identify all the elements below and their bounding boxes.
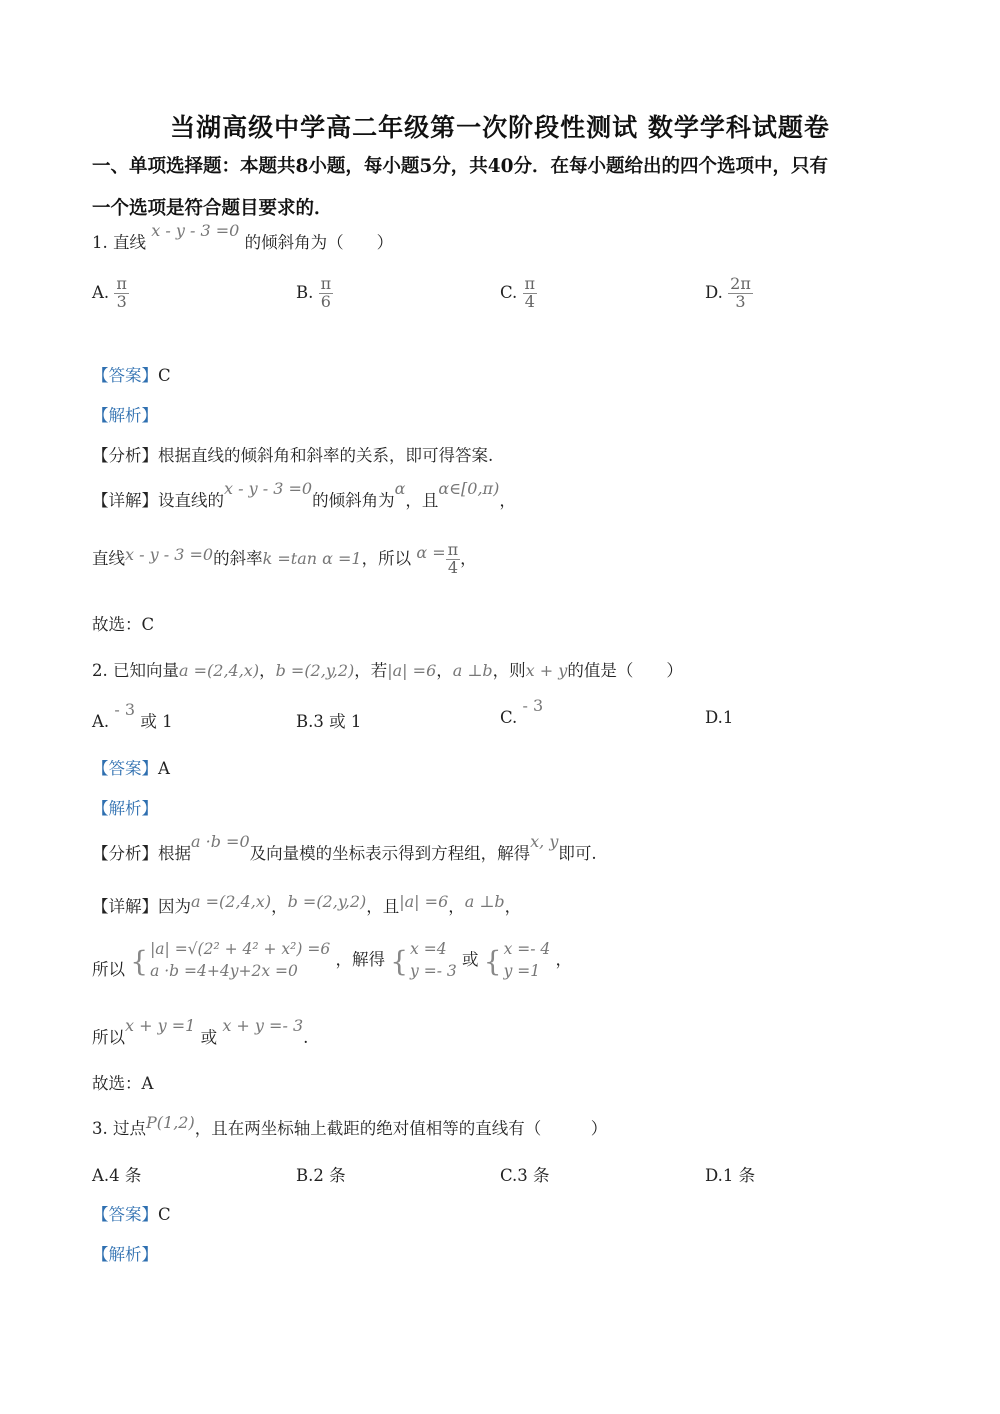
q2-option-c bbox=[500, 696, 544, 727]
q1-detail-text-3: ，且 bbox=[405, 491, 439, 510]
q1-option-c bbox=[500, 276, 537, 311]
q1-slope-alpha: α = bbox=[416, 542, 446, 562]
q1-option-a-letter: A. bbox=[92, 282, 110, 302]
q2-option-a-tail: 或 1 bbox=[140, 712, 173, 731]
q1-option-b-letter: B. bbox=[296, 282, 314, 302]
q2-option-c-value: - 3 bbox=[522, 696, 544, 715]
q2-text-4: 的值是（ ） bbox=[567, 661, 683, 680]
q1-option-b bbox=[296, 276, 333, 311]
q1-option-b-fraction: $\frac{\pi}{6}$ bbox=[320, 274, 332, 311]
q3-option-d bbox=[705, 1162, 755, 1186]
q1-slope-text-4: ， bbox=[460, 548, 477, 568]
q2-solution-1: { x =4 y =- 3 bbox=[390, 938, 457, 986]
q2-fenxi-text-2: 及向量模的坐标表示得到方程组，解得 bbox=[249, 844, 531, 863]
q1-answer bbox=[92, 362, 171, 386]
q1-slope-line bbox=[92, 542, 477, 577]
q3-option-a-letter: A. bbox=[92, 1166, 110, 1185]
q3-option-c bbox=[500, 1162, 550, 1186]
q2-result-label: 所以 bbox=[92, 1028, 125, 1047]
q2-solution-1-row-1: x =4 bbox=[410, 940, 447, 958]
q3-option-d-letter: D. bbox=[705, 1166, 723, 1185]
q2-solution-1-row-2: y =- 3 bbox=[410, 962, 457, 981]
guxuan-label: 故选： bbox=[92, 1074, 142, 1093]
q2-solution-end: ， bbox=[555, 949, 573, 969]
q2-answer-value: A bbox=[158, 759, 170, 778]
q2-option-b-letter: B. bbox=[296, 712, 314, 731]
q3-suffix: ，且在两坐标轴上截距的绝对值相等的直线有（ ） bbox=[194, 1119, 608, 1138]
q2-result-2: x + y =- 3 bbox=[222, 1016, 304, 1035]
q2-option-d-value: 1 bbox=[722, 708, 734, 727]
q1-option-a bbox=[92, 276, 129, 311]
q3-option-c-value: 3 条 bbox=[517, 1166, 550, 1185]
q2-vector-b: b =(2,y,2) bbox=[275, 661, 355, 680]
q1-option-a-fraction: $\frac{\pi}{3}$ bbox=[116, 274, 127, 311]
q3-option-a bbox=[92, 1162, 141, 1186]
q2-text-2: ，若 bbox=[354, 661, 388, 680]
q2-system bbox=[92, 938, 572, 986]
q3-option-d-value: 1 条 bbox=[722, 1166, 756, 1185]
analysis-tag: 【解析】 bbox=[92, 799, 158, 818]
q2-detail-text-1: 因为 bbox=[158, 897, 191, 916]
q2-option-a-value: - 3 bbox=[114, 700, 136, 719]
q2-detail-modulus: |a| =6 bbox=[399, 892, 449, 911]
q2-prefix: 2. 已知向量 bbox=[92, 661, 179, 680]
q2-sep-2: ， bbox=[436, 661, 453, 680]
q1-detail-text-1: 设直线的 bbox=[158, 491, 224, 510]
q1-option-c-fraction: $\frac{\pi}{4}$ bbox=[524, 274, 536, 311]
q1-slope-text-1: 直线 bbox=[92, 548, 125, 568]
q2-detail-sep-2: ， bbox=[448, 897, 465, 916]
q1-detail-text-2: 的倾斜角为 bbox=[312, 491, 395, 510]
exam-title: 当湖高级中学高二年级第一次阶段性测试 数学学科试题卷 bbox=[170, 113, 830, 142]
q1-analysis-tag bbox=[92, 402, 158, 426]
q2-detail-vector-a: a =(2,4,x) bbox=[191, 892, 272, 911]
q2-result-or: 或 bbox=[200, 1028, 218, 1047]
section-heading-line2: 一个选项是符合题目要求的． bbox=[92, 198, 333, 219]
q2-solution-2-row-1: x =- 4 bbox=[503, 940, 551, 958]
analysis-tag: 【解析】 bbox=[92, 406, 158, 425]
q2-detail-text-2: ，且 bbox=[366, 897, 400, 916]
q2-option-b-value: 3 或 1 bbox=[313, 712, 362, 731]
q2-final-value: A bbox=[141, 1074, 154, 1093]
q1-slope-fraction: $\frac{\pi}{4}$ bbox=[447, 540, 459, 577]
q3-option-b-value: 2 条 bbox=[313, 1166, 346, 1185]
q1-detail-equation: x - y - 3 =0 bbox=[224, 479, 313, 498]
q2-option-d-letter: D. bbox=[705, 708, 723, 727]
fenxi-tag: 【分析】 bbox=[92, 844, 158, 863]
q2-solution-or: 或 bbox=[462, 949, 479, 969]
q2-fenxi-unknowns: x, y bbox=[530, 832, 559, 851]
q1-detail bbox=[92, 479, 516, 511]
q3-option-c-letter: C. bbox=[500, 1166, 518, 1185]
q2-system-label: 所以 bbox=[92, 959, 125, 979]
q2-sep-1: ， bbox=[259, 661, 276, 680]
q2-modulus: |a| =6 bbox=[387, 661, 437, 680]
q1-equation: x - y - 3 =0 bbox=[151, 221, 240, 240]
q1-slope-k: k =tan α =1 bbox=[262, 548, 362, 568]
q3-option-b bbox=[296, 1162, 346, 1186]
q2-option-a bbox=[92, 700, 173, 732]
q2-answer bbox=[92, 755, 170, 779]
q3-option-a-value: 4 条 bbox=[109, 1166, 142, 1185]
q3-answer bbox=[92, 1201, 171, 1225]
q2-option-a-letter: A. bbox=[92, 712, 110, 731]
q2-system-row-2: a ·b =4+4y+2x =0 bbox=[150, 962, 298, 981]
q3-point: P(1,2) bbox=[146, 1113, 195, 1132]
answer-tag: 【答案】 bbox=[92, 759, 158, 778]
q1-answer-value: C bbox=[158, 366, 171, 385]
q1-option-c-letter: C. bbox=[500, 282, 518, 302]
answer-tag: 【答案】 bbox=[92, 366, 158, 385]
q2-result-end: . bbox=[303, 1028, 309, 1047]
answer-tag: 【答案】 bbox=[92, 1205, 158, 1224]
q1-option-d bbox=[705, 276, 753, 311]
q2-perpendicular: a ⊥b bbox=[452, 661, 493, 680]
q2-fenxi bbox=[92, 832, 597, 864]
q3-analysis-tag bbox=[92, 1241, 158, 1265]
q2-analysis-tag bbox=[92, 795, 158, 819]
q2-final bbox=[92, 1070, 153, 1094]
q2-equation-system: { |a| =√(2² + 4² + x²) =6 a ·b =4+4y+2x =0 bbox=[130, 938, 330, 986]
q1-detail-range: α∈[0,π) bbox=[438, 479, 500, 498]
q1-slope-text-2: 的斜率 bbox=[213, 548, 263, 568]
q2-detail-perpendicular: a ⊥b bbox=[464, 892, 505, 911]
q2-system-mid: ，解得 bbox=[335, 949, 385, 969]
q2-option-b bbox=[296, 708, 361, 732]
q2-fenxi-equation: a ·b =0 bbox=[191, 832, 250, 851]
q2-sum: x + y bbox=[525, 661, 568, 680]
q1-detail-alpha: α bbox=[394, 479, 406, 498]
question-3-stem bbox=[92, 1115, 607, 1139]
q2-detail-text-3: ， bbox=[504, 897, 522, 916]
q1-final bbox=[92, 611, 154, 635]
analysis-tag: 【解析】 bbox=[92, 1245, 158, 1264]
q1-fenxi-text: 根据直线的倾斜角和斜率的关系，即可得答案. bbox=[158, 446, 494, 465]
q1-suffix: 的倾斜角为（ ） bbox=[244, 233, 394, 252]
xiangjie-tag: 【详解】 bbox=[92, 897, 158, 916]
q2-option-d bbox=[705, 708, 733, 727]
q2-option-c-letter: C. bbox=[500, 708, 518, 727]
q1-fenxi bbox=[92, 442, 493, 466]
q3-option-b-letter: B. bbox=[296, 1166, 314, 1185]
q1-detail-text-4: ， bbox=[499, 491, 516, 510]
fenxi-tag: 【分析】 bbox=[92, 446, 158, 465]
q2-detail-sep: ， bbox=[271, 897, 288, 916]
q2-result bbox=[92, 1012, 309, 1047]
guxuan-label: 故选： bbox=[92, 615, 142, 634]
xiangjie-tag: 【详解】 bbox=[92, 491, 158, 510]
q1-slope-text-3: ，所以 bbox=[361, 548, 412, 568]
q1-slope-equation: x - y - 3 =0 bbox=[125, 544, 214, 564]
q1-option-d-fraction: $\frac{2\pi}{3}$ bbox=[730, 274, 751, 311]
q2-vector-a: a =(2,4,x) bbox=[179, 661, 260, 680]
q2-system-row-1: |a| =√(2² + 4² + x²) =6 bbox=[150, 940, 331, 958]
question-1-stem bbox=[92, 221, 394, 253]
q1-final-value: C bbox=[141, 615, 155, 634]
question-2-stem bbox=[92, 657, 683, 681]
q1-prefix: 1. 直线 bbox=[92, 233, 146, 252]
q1-option-d-letter: D. bbox=[705, 282, 723, 302]
q3-prefix: 3. 过点 bbox=[92, 1119, 146, 1138]
q2-fenxi-text-3: 即可. bbox=[558, 844, 597, 863]
q2-fenxi-text-1: 根据 bbox=[158, 844, 191, 863]
q2-solution-2: { x =- 4 y =1 bbox=[484, 938, 551, 986]
q2-detail-vector-b: b =(2,y,2) bbox=[287, 892, 367, 911]
q2-result-1: x + y =1 bbox=[125, 1016, 196, 1035]
section-heading-line1: 一、单项选择题：本题共8小题，每小题5分，共40分．在每小题给出的四个选项中，只有 bbox=[92, 156, 828, 177]
q2-text-3: ，则 bbox=[492, 661, 526, 680]
q2-solution-2-row-2: y =1 bbox=[503, 962, 541, 981]
q2-detail bbox=[92, 893, 521, 917]
q3-answer-value: C bbox=[158, 1205, 171, 1224]
